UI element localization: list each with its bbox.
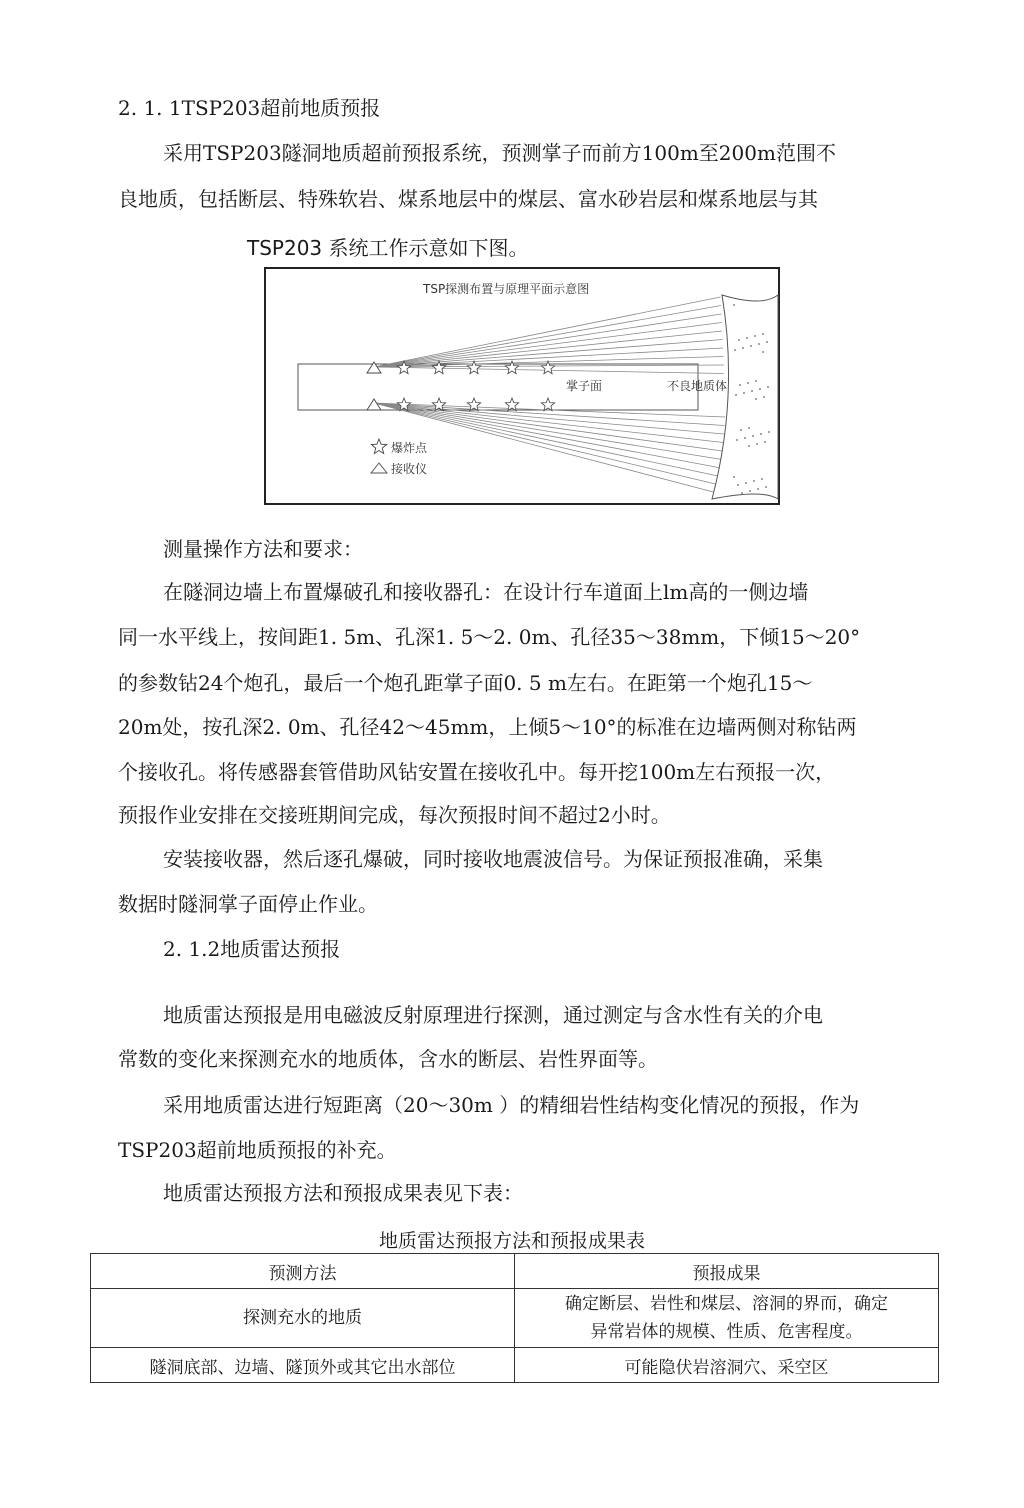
paragraph-line: 20m处，按孔深2. 0m、孔径42～45mm，上倾5～10°的标准在边墙两侧对称钻两 <box>118 715 857 739</box>
zone-dot <box>746 337 748 339</box>
zone-dot <box>762 333 764 335</box>
zone-dot <box>741 492 743 494</box>
cell-result <box>515 1289 939 1348</box>
table-header-row <box>91 1254 939 1289</box>
zone-dot <box>737 484 739 486</box>
radar-results-table <box>90 1253 939 1383</box>
legend-receiver-label: 接收仪 <box>391 462 428 476</box>
zone-dot <box>765 486 767 488</box>
paragraph-line: 的参数钻24个炮孔，最后一个炮孔距掌子面0. 5 m左右。在距第一个炮孔15～ <box>118 671 813 695</box>
paragraph-line: 采用TSP203隧洞地质超前预报系统，预测掌子而前方100m至200m范围不 <box>163 141 836 165</box>
zone-dot <box>762 351 764 353</box>
cell-result-line: 确定断层、岩性和煤层、溶洞的界而，确定 <box>565 1294 888 1314</box>
zone-dot <box>743 392 745 394</box>
table-row <box>91 1289 939 1348</box>
zone-dot <box>752 435 754 437</box>
zone-dot <box>740 429 742 431</box>
paragraph-line: 在隧洞边墙上布置爆破孔和接收器孔：在设计行车道面上lm高的一侧边墙 <box>163 580 809 604</box>
zone-dot <box>733 304 735 306</box>
paragraph-line: 常数的变化来探测充水的地质体，含水的断层、岩性界面等。 <box>118 1047 658 1071</box>
zone-dot <box>744 437 746 439</box>
paragraph-line: 地质雷达预报是用电磁波反射原理进行探测，通过测定与含水性有关的介电 <box>163 1003 823 1027</box>
zone-dot <box>739 384 741 386</box>
zone-dot <box>768 431 770 433</box>
zone-dot <box>748 427 750 429</box>
legend-blast-label: 爆炸点 <box>391 441 428 455</box>
diagram-caption: TSP203 系统工作示意如下图。 <box>247 236 529 260</box>
diagram-title: TSP探测布置与原理平面示意图 <box>423 282 590 296</box>
zone-dot <box>748 445 750 447</box>
zone-dot <box>738 339 740 341</box>
zone-dot <box>745 482 747 484</box>
paragraph-line: 预报作业安排在交接班期间完成，每次预报时间不超过2小时。 <box>118 803 671 827</box>
cell-method: 探测充水的地质 <box>91 1289 515 1348</box>
paragraph-line: 地质雷达预报方法和预报成果表见下表： <box>163 1181 523 1205</box>
cell-result-line: 异常岩体的规模、性质、危害程度。 <box>590 1322 863 1342</box>
zone-dot <box>749 490 751 492</box>
zone-dot <box>757 488 759 490</box>
zone-dot <box>736 439 738 441</box>
table-row <box>91 1348 939 1383</box>
zone-dot <box>735 394 737 396</box>
zone-dot <box>761 478 763 480</box>
zone-dot <box>767 386 769 388</box>
zone-dot <box>754 335 756 337</box>
paragraph-line: 数据时隧洞掌子面停止作业。 <box>118 892 378 916</box>
paragraph-line: 同一水平线上，按间距1. 5m、孔深1. 5～2. 0m、孔径35～38mm，下倾15～20° <box>118 625 861 649</box>
section-heading-radar: 2. 1.2地质雷达预报 <box>163 937 341 961</box>
zone-dot <box>766 341 768 343</box>
zone-dot <box>759 388 761 390</box>
cell-method: 隧洞底部、边墙、隧顶外或其它出水部位 <box>91 1348 515 1383</box>
table-caption: 地质雷达预报方法和预报成果表 <box>378 1230 645 1252</box>
paragraph-line: TSP203超前地质预报的补充。 <box>118 1138 397 1162</box>
zone-dot <box>760 433 762 435</box>
zone-dot <box>764 441 766 443</box>
zone-dot <box>758 343 760 345</box>
section-heading-tsp: 2. 1. 1TSP203超前地质预报 <box>118 96 381 120</box>
zone-dot <box>733 476 735 478</box>
zone-dot <box>742 347 744 349</box>
header-result: 预报成果 <box>515 1254 939 1289</box>
zone-dot <box>747 382 749 384</box>
tsp-layout-diagram <box>264 267 782 507</box>
zone-dot <box>750 345 752 347</box>
zone-dot <box>756 443 758 445</box>
paragraph-line: 安装接收器，然后逐孔爆破，同时接收地震波信号。为保证预报准确，采集 <box>163 847 823 871</box>
zone-dot <box>751 390 753 392</box>
zone-dot <box>753 480 755 482</box>
requirements-heading: 测量操作方法和要求： <box>163 537 363 561</box>
paragraph-line: 个接收孔。将传感器套管借助风钻安置在接收孔中。每开挖100m左右预报一次， <box>118 760 836 784</box>
zone-dot <box>734 349 736 351</box>
cell-result: 可能隐伏岩溶洞穴、采空区 <box>515 1348 939 1383</box>
paragraph-line: 良地质，包括断层、特殊软岩、煤系地层中的煤层、富水砂岩层和煤系地层与其 <box>118 187 818 211</box>
paragraph-line: 采用地质雷达进行短距离（20～30m ）的精细岩性结构变化情况的预报，作为 <box>163 1093 860 1117</box>
zone-dot <box>755 398 757 400</box>
zone-dot <box>763 396 765 398</box>
zone-label: 不良地质体 <box>667 379 728 393</box>
face-label: 掌子面 <box>566 379 603 393</box>
zone-dot <box>755 380 757 382</box>
header-method: 预测方法 <box>91 1254 515 1289</box>
